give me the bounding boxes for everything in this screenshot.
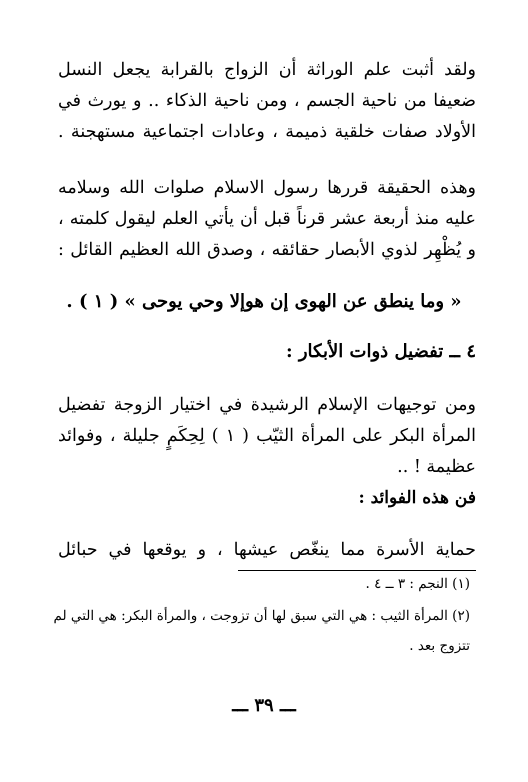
quran-verse: « وما ينطق عن الهوى إن هوإلا وحي يوحى » ( ١ ) . xyxy=(66,291,462,312)
paragraph-3-line-3: عظيمة ! .. xyxy=(397,457,476,477)
footnote-2-line-1: (٢) المرأة الثيب : هي التي سبق لها أن تزوجت ، والمرأة البكر: هي التي لم xyxy=(53,608,470,624)
footnote-2-line-2: تتزوج بعد . xyxy=(409,638,470,654)
paragraph-1-line-2: ضعيفا من ناحية الجسم ، ومن ناحية الذكاء .. و يورث في xyxy=(58,91,476,111)
footnote-separator xyxy=(238,570,476,571)
paragraph-1-line-3: الأولاد صفات خلقية ذميمة ، وعادات اجتماعية مستهجنة . xyxy=(58,122,476,142)
paragraph-2-line-1: وهذه الحقيقة قررها رسول الاسلام صلوات الله وسلامه xyxy=(58,178,476,198)
paragraph-1-line-1: ولقد أثبت علم الوراثة أن الزواج بالقرابة يجعل النسل xyxy=(58,60,476,80)
paragraph-2-line-2: عليه منذ أربعة عشر قرناً قبل أن يأتي العلم ليقول كلمته ، xyxy=(58,209,476,229)
paragraph-4-line-1: حماية الأسرة مما ينغّص عيشها ، و يوقعها في حبائل xyxy=(58,540,476,560)
footnote-1: (١) النجم : ٣ ــ ٤ . xyxy=(365,576,470,592)
section-heading: ٤ ــ تفضيل ذوات الأبكار : xyxy=(285,341,476,362)
paragraph-2-line-3: و يُظْهِر لذوي الأبصار حقائقه ، وصدق الله العظيم القائل : xyxy=(58,240,476,260)
paragraph-3-line-1: ومن توجيهات الإسلام الرشيدة في اختيار الزوجة تفضيل xyxy=(58,395,476,415)
page-number: ـــ ٣٩ ـــ xyxy=(232,695,296,716)
subheading: فن هذه الفوائد : xyxy=(358,488,476,508)
paragraph-3-line-2: المرأة البكر على المرأة الثيّب ( ١ ) لِحِكَمٍ جليلة ، وفوائد xyxy=(58,426,476,446)
